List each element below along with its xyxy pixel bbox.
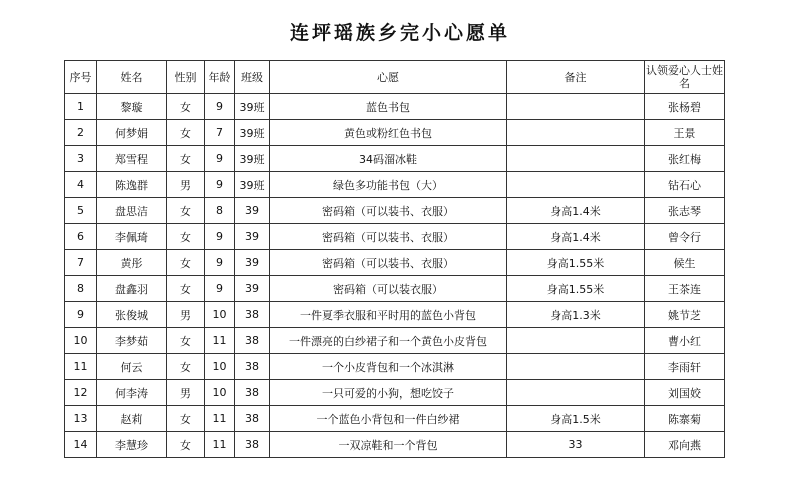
cell-class: 39班 [235,94,270,120]
cell-gender: 女 [167,94,205,120]
header-name: 姓名 [97,61,167,94]
cell-note [507,354,645,380]
cell-wish: 34码溜冰鞋 [270,146,507,172]
cell-sponsor: 候生 [645,250,725,276]
table-row [65,432,725,458]
cell-gender: 女 [167,406,205,432]
cell-note: 33 [507,432,645,458]
cell-number: 13 [65,406,97,432]
cell-number: 5 [65,198,97,224]
table-row [65,276,725,302]
table-row [65,224,725,250]
header-class: 班级 [235,61,270,94]
table-row [65,94,725,120]
header-number: 序号 [65,61,97,94]
cell-number: 7 [65,250,97,276]
cell-wish: 一双凉鞋和一个背包 [270,432,507,458]
cell-sponsor: 张杨碧 [645,94,725,120]
cell-gender: 女 [167,198,205,224]
cell-class: 39班 [235,146,270,172]
cell-sponsor: 陈寨菊 [645,406,725,432]
cell-name: 李慧珍 [97,432,167,458]
document-title: 连坪瑶族乡完小心愿单 [289,22,510,44]
table-row [65,120,725,146]
cell-name: 赵莉 [97,406,167,432]
cell-note: 身高1.3米 [507,302,645,328]
table-row [65,250,725,276]
cell-name: 何梦娟 [97,120,167,146]
cell-number: 12 [65,380,97,406]
cell-number: 10 [65,328,97,354]
cell-class: 39 [235,250,270,276]
table-row [65,328,725,354]
table-body [65,94,725,458]
cell-wish: 绿色多功能书包（大） [270,172,507,198]
cell-name: 何李涛 [97,380,167,406]
table-header-row [65,61,725,94]
cell-name: 郑雪程 [97,146,167,172]
cell-gender: 女 [167,120,205,146]
cell-number: 2 [65,120,97,146]
cell-wish: 一件夏季衣服和平时用的蓝色小背包 [270,302,507,328]
cell-sponsor: 曾令行 [645,224,725,250]
cell-note [507,146,645,172]
wish-list-table [64,60,725,458]
cell-wish: 密码箱（可以装衣服） [270,276,507,302]
cell-age: 10 [205,380,235,406]
cell-name: 黄彤 [97,250,167,276]
cell-name: 何云 [97,354,167,380]
cell-class: 39 [235,224,270,250]
cell-class: 38 [235,328,270,354]
cell-number: 1 [65,94,97,120]
cell-sponsor: 王景 [645,120,725,146]
cell-wish: 一个蓝色小背包和一件白纱裙 [270,406,507,432]
cell-sponsor: 李雨轩 [645,354,725,380]
cell-wish: 一只可爱的小狗，想吃饺子 [270,380,507,406]
cell-wish: 密码箱（可以装书、衣服） [270,250,507,276]
cell-age: 9 [205,250,235,276]
cell-number: 9 [65,302,97,328]
cell-age: 10 [205,354,235,380]
cell-number: 14 [65,432,97,458]
cell-sponsor: 曹小红 [645,328,725,354]
cell-gender: 男 [167,172,205,198]
cell-note: 身高1.55米 [507,250,645,276]
table-row [65,146,725,172]
cell-name: 张俊城 [97,302,167,328]
cell-wish: 密码箱（可以装书、衣服） [270,198,507,224]
cell-class: 38 [235,380,270,406]
cell-note [507,380,645,406]
cell-note: 身高1.4米 [507,224,645,250]
cell-number: 8 [65,276,97,302]
cell-age: 9 [205,224,235,250]
cell-age: 11 [205,328,235,354]
header-wish: 心愿 [270,61,507,94]
cell-class: 39 [235,276,270,302]
cell-sponsor: 张志琴 [645,198,725,224]
header-gender: 性别 [167,61,205,94]
cell-age: 8 [205,198,235,224]
cell-note: 身高1.4米 [507,198,645,224]
cell-age: 10 [205,302,235,328]
cell-note [507,172,645,198]
table-row [65,172,725,198]
cell-gender: 男 [167,302,205,328]
table-row [65,302,725,328]
cell-name: 陈逸群 [97,172,167,198]
cell-note: 身高1.5米 [507,406,645,432]
cell-sponsor: 姚节芝 [645,302,725,328]
cell-sponsor: 邓向燕 [645,432,725,458]
cell-note [507,120,645,146]
cell-note: 身高1.55米 [507,276,645,302]
cell-name: 盘思洁 [97,198,167,224]
cell-gender: 女 [167,328,205,354]
cell-age: 9 [205,276,235,302]
cell-name: 盘鑫羽 [97,276,167,302]
cell-gender: 女 [167,432,205,458]
cell-gender: 男 [167,380,205,406]
cell-age: 11 [205,406,235,432]
cell-number: 6 [65,224,97,250]
cell-number: 11 [65,354,97,380]
cell-wish: 一件漂亮的白纱裙子和一个黄色小皮背包 [270,328,507,354]
cell-gender: 女 [167,250,205,276]
cell-age: 9 [205,172,235,198]
table-row [65,406,725,432]
table-row [65,198,725,224]
cell-wish: 黄色或粉红色书包 [270,120,507,146]
table-row [65,380,725,406]
cell-class: 39班 [235,172,270,198]
cell-number: 4 [65,172,97,198]
cell-note [507,328,645,354]
cell-wish: 密码箱（可以装书、衣服） [270,224,507,250]
header-note: 备注 [507,61,645,94]
cell-gender: 女 [167,224,205,250]
cell-age: 9 [205,146,235,172]
header-sponsor: 认领爱心人士姓名 [645,61,725,94]
cell-sponsor: 钻石心 [645,172,725,198]
cell-sponsor: 王茶连 [645,276,725,302]
cell-class: 39 [235,198,270,224]
cell-gender: 女 [167,276,205,302]
cell-age: 11 [205,432,235,458]
cell-name: 黎璇 [97,94,167,120]
cell-wish: 蓝色书包 [270,94,507,120]
cell-sponsor: 张红梅 [645,146,725,172]
cell-age: 7 [205,120,235,146]
cell-note [507,94,645,120]
cell-age: 9 [205,94,235,120]
cell-class: 38 [235,432,270,458]
header-age: 年龄 [205,61,235,94]
cell-gender: 女 [167,146,205,172]
cell-number: 3 [65,146,97,172]
cell-class: 38 [235,406,270,432]
cell-class: 38 [235,302,270,328]
cell-class: 38 [235,354,270,380]
cell-class: 39班 [235,120,270,146]
cell-gender: 女 [167,354,205,380]
cell-wish: 一个小皮背包和一个冰淇淋 [270,354,507,380]
cell-name: 李梦茹 [97,328,167,354]
table-row [65,354,725,380]
cell-sponsor: 刘国姣 [645,380,725,406]
cell-name: 李佩琦 [97,224,167,250]
